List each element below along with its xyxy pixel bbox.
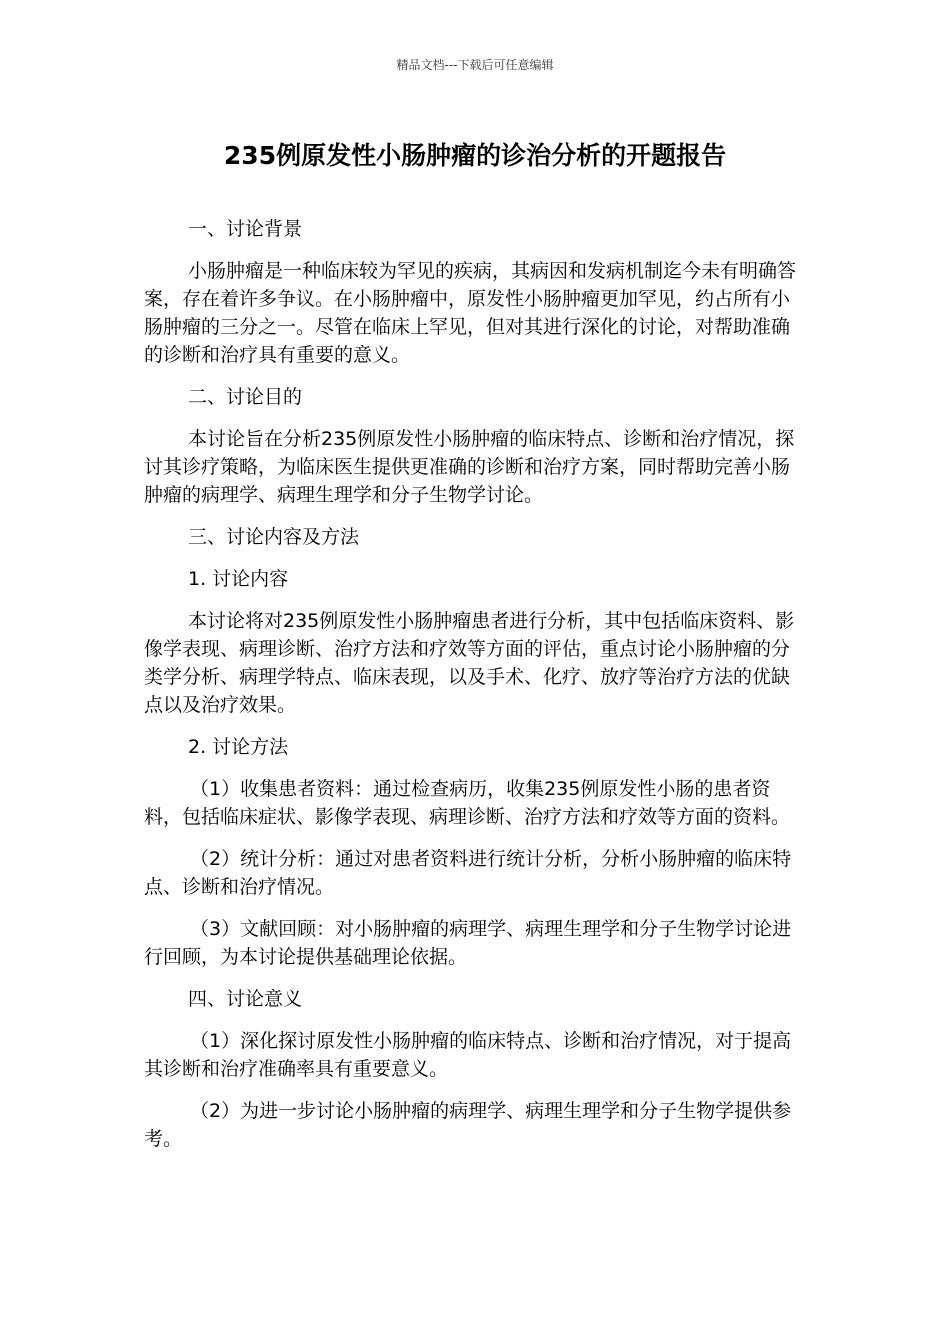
- document-body: [144, 215, 808, 1167]
- background-paragraph: 小肠肿瘤是一种临床较为罕见的疾病，其病因和发病机制迄今未有明确答案，存在着许多争议。在小肠肿瘤中，原发性小肠肿瘤更加罕见，约占所有小肠肿瘤的三分之一。尽管在临床上罕见，但对其进行深化的讨论，对帮助准确的诊断和治疗具有重要的意义。: [144, 260, 797, 366]
- section-heading-background: 一、讨论背景: [188, 218, 303, 240]
- significance-item: （1）深化探讨原发性小肠肿瘤的临床特点、诊断和治疗情况，对于提高其诊断和治疗准确率具有重要意义。: [144, 1030, 792, 1080]
- method-item: （3）文献回顾：对小肠肿瘤的病理学、病理生理学和分子生物学讨论进行回顾，为本讨论提供基础理论依据。: [144, 918, 792, 968]
- document-title: 235例原发性小肠肿瘤的诊治分析的开题报告: [223, 141, 727, 170]
- section-heading-purpose: 二、讨论目的: [188, 386, 303, 408]
- significance-item: （2）为进一步讨论小肠肿瘤的病理学、病理生理学和分子生物学提供参考。: [144, 1100, 792, 1150]
- section-heading-significance: 四、讨论意义: [188, 988, 303, 1010]
- method-item: （1）收集患者资料：通过检查病历，收集235例原发性小肠的患者资料，包括临床症状、影像学表现、病理诊断、治疗方法和疗效等方面的资料。: [144, 778, 791, 828]
- page-header-note: 精品文档---下载后可任意编辑: [396, 58, 554, 72]
- subsection-heading-methods: 2. 讨论方法: [188, 736, 289, 758]
- section-heading-content-methods: 三、讨论内容及方法: [188, 526, 360, 548]
- content-paragraph: 本讨论将对235例原发性小肠肿瘤患者进行分析，其中包括临床资料、影像学表现、病理诊断、治疗方法和疗效等方面的评估，重点讨论小肠肿瘤的分类学分析、病理学特点、临床表现，以及手术、化疗、放疗等治疗方法的优缺点以及治疗效果。: [144, 610, 795, 716]
- method-item: （2）统计分析：通过对患者资料进行统计分析，分析小肠肿瘤的临床特点、诊断和治疗情况。: [144, 848, 792, 898]
- subsection-heading-content: 1. 讨论内容: [188, 568, 289, 590]
- purpose-paragraph: 本讨论旨在分析235例原发性小肠肿瘤的临床特点、诊断和治疗情况，探讨其诊疗策略，为临床医生提供更准确的诊断和治疗方案，同时帮助完善小肠肿瘤的病理学、病理生理学和分子生物学讨论。: [144, 428, 795, 506]
